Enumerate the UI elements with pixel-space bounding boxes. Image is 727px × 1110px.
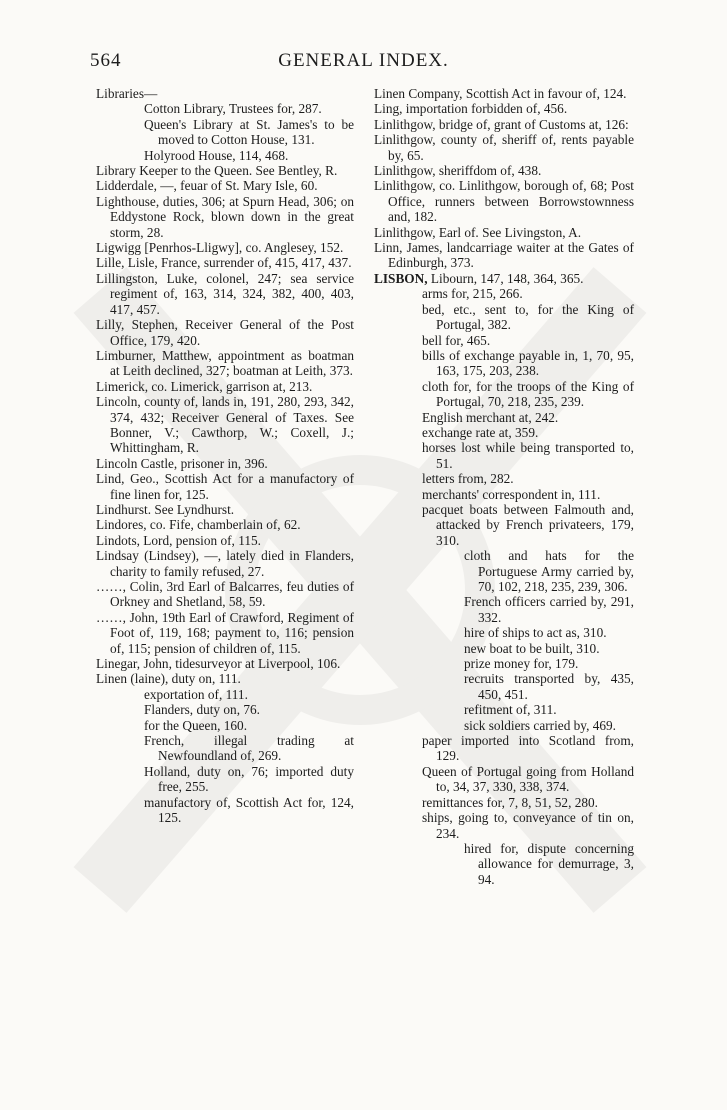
index-subentry	[96, 148, 354, 163]
index-entry-text: Libraries—	[96, 86, 158, 101]
index-entry-text: recruits transported by, 435, 450, 451.	[464, 671, 634, 702]
index-heading: LISBON,	[374, 270, 428, 286]
index-entry	[96, 86, 354, 101]
index-subentry	[96, 702, 354, 717]
index-entry-text: Linn, James, landcarriage waiter at the Gates of Edinburgh, 373.	[374, 240, 634, 271]
index-entry	[374, 178, 634, 224]
index-subentry	[96, 101, 354, 116]
index-entry-text: French, illegal trading at Newfoundland of, 269.	[144, 733, 354, 764]
index-entry-text: Ling, importation forbidden of, 456.	[374, 101, 568, 117]
index-entry-text: pacquet boats between Falmouth and, attacked by French privateers, 179, 310.	[422, 501, 634, 548]
index-entry	[96, 255, 354, 270]
index-entry-text: Lincoln Castle, prisoner in, 396.	[96, 455, 268, 471]
index-entry	[374, 240, 634, 271]
index-entry-text: Lincoln, county of, lands in, 191, 280, 293, 342, 374, 432; Receiver General of Taxes. See Bonner, V.; Cawthorp, W.; Coxell, J.; Whittingham, R.	[96, 394, 354, 456]
index-entry-text: ……, John, 19th Earl of Crawford, Regiment of Foot of, 119, 168; payment to, 116; pension of, 115; pension of children of, 115.	[96, 609, 354, 656]
index-entry-text: Linen Company, Scottish Act in favour of, 124.	[374, 86, 627, 101]
index-entry-text: Queen's Library at St. James's to be moved to Cotton House, 131.	[144, 116, 354, 148]
index-entry	[374, 225, 634, 240]
index-entry-text: Linlithgow, county of, sheriff of, rents payable by, 65.	[374, 132, 634, 163]
index-subentry	[374, 718, 634, 733]
index-entry-text: hire of ships to act as, 310.	[464, 625, 607, 641]
index-entry-text: Linlithgow, bridge of, grant of Customs at, 126:	[374, 116, 629, 132]
index-subentry	[374, 625, 634, 640]
index-subentry	[374, 425, 634, 440]
index-entry-text: Holyrood House, 114, 468.	[144, 147, 289, 163]
index-entry-text: Lille, Lisle, France, surrender of, 415, 417, 437.	[96, 255, 352, 271]
index-subentry	[374, 302, 634, 333]
page-title: GENERAL INDEX.	[278, 50, 449, 71]
index-subentry	[96, 764, 354, 795]
index-entry	[96, 394, 354, 456]
index-entry	[96, 194, 354, 240]
index-subentry	[374, 733, 634, 764]
index-entry-text: bills of exchange payable in, 1, 70, 95, 163, 175, 203, 238.	[422, 347, 634, 379]
index-entry-text: Lighthouse, duties, 306; at Spurn Head, 306; on Eddystone Rock, blown down in the great storm, 28.	[96, 193, 354, 240]
index-entry-text: cloth for, for the troops of the King of Portugal, 70, 218, 235, 239.	[422, 378, 634, 410]
index-entry-text: remittances for, 7, 8, 51, 52, 280.	[422, 794, 598, 810]
index-entry-text: Lindsay (Lindsey), —, lately died in Flanders, charity to family refused, 27.	[96, 548, 354, 579]
index-entry-text: hired for, dispute concerning allowance for demurrage, 3, 94.	[464, 840, 634, 887]
index-entry	[96, 379, 354, 394]
index-entry-text: exchange rate at, 359.	[422, 424, 539, 440]
index-entry-text: Linlithgow, co. Linlithgow, borough of, 68; Post Office, runners between Borrowstownness and, 182.	[374, 178, 634, 225]
index-entry-text: bell for, 465.	[422, 332, 491, 348]
index-entry-text: Ligwigg [Penrhos-Lligwy], co. Anglesey, 152.	[96, 240, 344, 256]
index-subentry	[374, 502, 634, 548]
index-entry	[96, 163, 354, 178]
index-subentry	[374, 333, 634, 348]
index-entry-text: merchants' correspondent in, 111.	[422, 486, 601, 502]
index-subentry	[96, 795, 354, 826]
index-entry-text: English merchant at, 242.	[422, 409, 559, 425]
index-column-right	[374, 86, 634, 887]
index-entry-text: manufactory of, Scottish Act for, 124, 125.	[144, 794, 354, 826]
index-entry-text: Lindores, co. Fife, chamberlain of, 62.	[96, 517, 301, 533]
index-entry-text: Linlithgow, Earl of. See Livingston, A.	[374, 224, 582, 240]
index-entry-text: Lidderdale, —, feuar of St. Mary Isle, 60.	[96, 178, 318, 194]
index-entry-text: Limerick, co. Limerick, garrison at, 213.	[96, 378, 313, 394]
index-subentry	[374, 810, 634, 841]
index-entry-text: prize money for, 179.	[464, 656, 579, 672]
index-subentry	[374, 702, 634, 717]
index-subentry	[96, 117, 354, 148]
index-entry	[96, 471, 354, 502]
index-entry	[374, 163, 634, 178]
index-subentry	[374, 594, 634, 625]
index-entry	[96, 671, 354, 686]
page-number: 564	[90, 50, 122, 71]
index-entry-text: Queen of Portugal going from Holland to, 34, 37, 330, 338, 374.	[422, 763, 634, 795]
index-entry	[374, 117, 634, 132]
index-subentry	[374, 410, 634, 425]
index-entry-text: new boat to be built, 310.	[464, 640, 600, 656]
index-subentry	[374, 795, 634, 810]
index-entry-text: horses lost while being transported to, 51.	[422, 440, 634, 471]
index-entry-text: Linen (laine), duty on, 111.	[96, 671, 241, 687]
index-entry-text: Linlithgow, sheriffdom of, 438.	[374, 163, 542, 179]
index-subentry	[374, 641, 634, 656]
index-subentry	[374, 440, 634, 471]
index-subentry	[96, 687, 354, 702]
index-subentry	[374, 487, 634, 502]
index-entry	[96, 271, 354, 317]
index-entry-text: for the Queen, 160.	[144, 717, 248, 733]
index-entry-text: ……, Colin, 3rd Earl of Balcarres, feu duties of Orkney and Shetland, 58, 59.	[96, 579, 354, 610]
index-entry-text: Lind, Geo., Scottish Act for a manufactory of fine linen for, 125.	[96, 471, 354, 502]
index-entry	[96, 456, 354, 471]
index-entry	[96, 348, 354, 379]
index-entry-text: ships, going to, conveyance of tin on, 234.	[422, 810, 634, 841]
index-entry	[374, 101, 634, 116]
index-entry	[96, 240, 354, 255]
index-entry	[374, 86, 634, 101]
index-subentry	[374, 656, 634, 671]
index-entry	[96, 533, 354, 548]
index-entry	[96, 548, 354, 579]
index-entry-text: refitment of, 311.	[464, 702, 557, 718]
index-entry-text: Linegar, John, tidesurveyor at Liverpool, 106.	[96, 656, 341, 672]
index-entry-text: Libourn, 147, 148, 364, 365.	[427, 270, 584, 286]
index-entry-text: Library Keeper to the Queen. See Bentley, R.	[96, 163, 338, 179]
index-entry-text: arms for, 215, 266.	[422, 286, 523, 302]
index-entry	[96, 502, 354, 517]
index-entry-text: Lindhurst. See Lyndhurst.	[96, 501, 235, 517]
index-entry-text: Flanders, duty on, 76.	[144, 702, 260, 718]
index-entry-text: Cotton Library, Trustees for, 287.	[144, 101, 322, 117]
index-entry-text: paper imported into Scotland from, 129.	[422, 733, 634, 764]
index-entry-text: Holland, duty on, 76; imported duty free, 255.	[144, 763, 354, 795]
index-entry-text: Lindots, Lord, pension of, 115.	[96, 532, 261, 548]
index-entry	[96, 610, 354, 656]
index-column-left	[96, 86, 354, 826]
page-header	[0, 50, 727, 76]
index-entry	[96, 656, 354, 671]
index-subentry	[374, 348, 634, 379]
index-subentry	[96, 718, 354, 733]
index-subentry	[374, 841, 634, 887]
index-entry	[374, 132, 634, 163]
index-entry-text: sick soldiers carried by, 469.	[464, 717, 617, 733]
index-entry	[374, 271, 634, 286]
index-subentry	[374, 471, 634, 486]
index-entry	[96, 579, 354, 610]
index-entry-text: Lilly, Stephen, Receiver General of the Post Office, 179, 420.	[96, 317, 354, 348]
index-entry-text: French officers carried by, 291, 332.	[464, 594, 634, 625]
index-entry	[96, 317, 354, 348]
index-entry	[96, 517, 354, 532]
index-subentry	[374, 548, 634, 594]
index-entry	[96, 178, 354, 193]
index-subentry	[374, 671, 634, 702]
index-entry-text: letters from, 282.	[422, 471, 514, 487]
index-entry-text: Lillingston, Luke, colonel, 247; sea service regiment of, 163, 314, 324, 382, 400, 403, 417, 457.	[96, 270, 354, 317]
index-entry-text: bed, etc., sent to, for the King of Portugal, 382.	[422, 301, 634, 333]
index-entry-text: cloth and hats for the Portuguese Army carried by, 70, 102, 218, 235, 239, 306.	[464, 548, 634, 594]
index-subentry	[96, 733, 354, 764]
index-subentry	[374, 286, 634, 301]
index-entry-text: Limburner, Matthew, appointment as boatman at Leith declined, 327; boatman at Leith, 373.	[96, 347, 354, 379]
index-entry-text: exportation of, 111.	[144, 686, 248, 702]
index-subentry	[374, 379, 634, 410]
index-subentry	[374, 764, 634, 795]
